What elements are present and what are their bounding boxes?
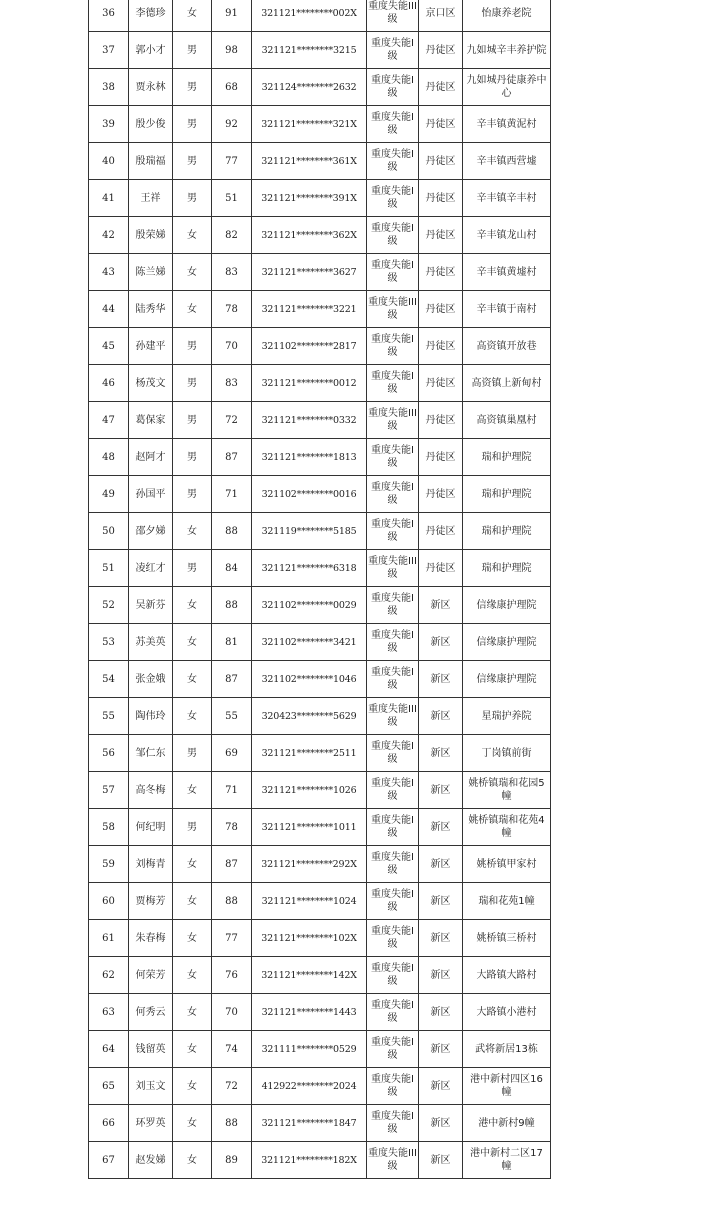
disability-level: 重度失能I级 [367, 476, 419, 513]
address: 瑞和花苑1幢 [463, 883, 551, 920]
id-number: 321121********1813 [252, 439, 367, 476]
person-name: 孙国平 [129, 476, 173, 513]
table-row [89, 661, 551, 698]
district: 新区 [419, 920, 463, 957]
age: 70 [212, 994, 252, 1031]
district: 丹徒区 [419, 69, 463, 106]
age: 78 [212, 291, 252, 328]
row-number: 39 [89, 106, 129, 143]
sex: 女 [173, 920, 212, 957]
age: 81 [212, 624, 252, 661]
disability-level: 重度失能I级 [367, 846, 419, 883]
person-name: 陶伟玲 [129, 698, 173, 735]
person-name: 吴新芬 [129, 587, 173, 624]
person-name: 钱留英 [129, 1031, 173, 1068]
row-number: 62 [89, 957, 129, 994]
age: 82 [212, 217, 252, 254]
sex: 男 [173, 809, 212, 846]
age: 72 [212, 1068, 252, 1105]
address: 港中新村二区17幢 [463, 1142, 551, 1179]
table-row [89, 254, 551, 291]
disability-level: 重度失能I级 [367, 920, 419, 957]
disability-level: 重度失能I级 [367, 365, 419, 402]
row-number: 50 [89, 513, 129, 550]
disability-level: 重度失能I级 [367, 513, 419, 550]
row-number: 52 [89, 587, 129, 624]
age: 88 [212, 883, 252, 920]
id-number: 321102********2817 [252, 328, 367, 365]
sex: 男 [173, 143, 212, 180]
age: 69 [212, 735, 252, 772]
disability-level: 重度失能I级 [367, 180, 419, 217]
sex: 男 [173, 180, 212, 217]
person-name: 贾梅芳 [129, 883, 173, 920]
sex: 女 [173, 1068, 212, 1105]
person-name: 张金娥 [129, 661, 173, 698]
address: 信缘康护理院 [463, 624, 551, 661]
id-number: 321121********3627 [252, 254, 367, 291]
id-number: 321121********321X [252, 106, 367, 143]
address: 九如城辛丰养护院 [463, 32, 551, 69]
disability-level: 重度失能I级 [367, 957, 419, 994]
district: 丹徒区 [419, 476, 463, 513]
district: 丹徒区 [419, 513, 463, 550]
table-row [89, 143, 551, 180]
row-number: 58 [89, 809, 129, 846]
age: 84 [212, 550, 252, 587]
id-number: 321121********1026 [252, 772, 367, 809]
id-number: 412922********2024 [252, 1068, 367, 1105]
person-name: 殷荣娣 [129, 217, 173, 254]
sex: 女 [173, 772, 212, 809]
sex: 女 [173, 957, 212, 994]
person-name: 环罗英 [129, 1105, 173, 1142]
row-number: 63 [89, 994, 129, 1031]
district: 丹徒区 [419, 106, 463, 143]
person-name: 高冬梅 [129, 772, 173, 809]
district: 新区 [419, 957, 463, 994]
sex: 女 [173, 624, 212, 661]
row-number: 41 [89, 180, 129, 217]
district: 京口区 [419, 0, 463, 32]
address: 九如城丹徒康养中心 [463, 69, 551, 106]
disability-level: 重度失能I级 [367, 1105, 419, 1142]
address: 高资镇上新甸村 [463, 365, 551, 402]
disability-level: 重度失能III级 [367, 1142, 419, 1179]
age: 68 [212, 69, 252, 106]
table-row [89, 402, 551, 439]
row-number: 51 [89, 550, 129, 587]
person-name: 杨茂文 [129, 365, 173, 402]
elderly-care-table [88, 0, 551, 1179]
disability-level: 重度失能I级 [367, 587, 419, 624]
sex: 女 [173, 883, 212, 920]
table-row [89, 994, 551, 1031]
person-name: 赵发娣 [129, 1142, 173, 1179]
table-row [89, 291, 551, 328]
address: 姚桥镇瑞和花园5幢 [463, 772, 551, 809]
disability-level: 重度失能I级 [367, 1068, 419, 1105]
id-number: 321102********1046 [252, 661, 367, 698]
person-name: 何秀云 [129, 994, 173, 1031]
address: 辛丰镇辛丰村 [463, 180, 551, 217]
age: 83 [212, 365, 252, 402]
person-name: 殷少俊 [129, 106, 173, 143]
district: 新区 [419, 661, 463, 698]
district: 新区 [419, 994, 463, 1031]
disability-level: 重度失能I级 [367, 217, 419, 254]
id-number: 321124********2632 [252, 69, 367, 106]
age: 87 [212, 661, 252, 698]
address: 辛丰镇黄泥村 [463, 106, 551, 143]
id-number: 321111********0529 [252, 1031, 367, 1068]
age: 98 [212, 32, 252, 69]
age: 88 [212, 1105, 252, 1142]
disability-level: 重度失能I级 [367, 254, 419, 291]
age: 89 [212, 1142, 252, 1179]
district: 丹徒区 [419, 291, 463, 328]
address: 高资镇开放巷 [463, 328, 551, 365]
district: 新区 [419, 624, 463, 661]
person-name: 赵阿才 [129, 439, 173, 476]
address: 辛丰镇于南村 [463, 291, 551, 328]
age: 71 [212, 772, 252, 809]
address: 信缘康护理院 [463, 587, 551, 624]
row-number: 53 [89, 624, 129, 661]
sex: 男 [173, 328, 212, 365]
address: 信缘康护理院 [463, 661, 551, 698]
id-number: 321121********1847 [252, 1105, 367, 1142]
address: 大路镇小港村 [463, 994, 551, 1031]
district: 新区 [419, 735, 463, 772]
table-row [89, 624, 551, 661]
table-row [89, 328, 551, 365]
district: 丹徒区 [419, 217, 463, 254]
district: 新区 [419, 1142, 463, 1179]
disability-level: 重度失能III级 [367, 402, 419, 439]
district: 新区 [419, 1031, 463, 1068]
table-row [89, 735, 551, 772]
sex: 男 [173, 439, 212, 476]
district: 新区 [419, 1105, 463, 1142]
disability-level: 重度失能I级 [367, 883, 419, 920]
person-name: 王祥 [129, 180, 173, 217]
address: 星瑞护养院 [463, 698, 551, 735]
age: 72 [212, 402, 252, 439]
address: 武将新居13栋 [463, 1031, 551, 1068]
district: 丹徒区 [419, 402, 463, 439]
district: 新区 [419, 883, 463, 920]
row-number: 47 [89, 402, 129, 439]
table-row [89, 476, 551, 513]
address: 瑞和护理院 [463, 550, 551, 587]
disability-level: 重度失能I级 [367, 69, 419, 106]
disability-level: 重度失能I级 [367, 143, 419, 180]
address: 港中新村四区16幢 [463, 1068, 551, 1105]
age: 88 [212, 587, 252, 624]
id-number: 321121********292X [252, 846, 367, 883]
table-row [89, 772, 551, 809]
age: 55 [212, 698, 252, 735]
district: 丹徒区 [419, 439, 463, 476]
table-row [89, 1031, 551, 1068]
row-number: 60 [89, 883, 129, 920]
row-number: 59 [89, 846, 129, 883]
person-name: 陈兰娣 [129, 254, 173, 291]
age: 91 [212, 0, 252, 32]
row-number: 64 [89, 1031, 129, 1068]
disability-level: 重度失能I级 [367, 32, 419, 69]
row-number: 56 [89, 735, 129, 772]
table-row [89, 439, 551, 476]
age: 51 [212, 180, 252, 217]
sex: 女 [173, 1105, 212, 1142]
disability-level: 重度失能I级 [367, 772, 419, 809]
row-number: 45 [89, 328, 129, 365]
table-row [89, 550, 551, 587]
id-number: 321121********142X [252, 957, 367, 994]
disability-level: 重度失能I级 [367, 624, 419, 661]
table-row [89, 365, 551, 402]
address: 姚桥镇甲家村 [463, 846, 551, 883]
person-name: 孙建平 [129, 328, 173, 365]
district: 新区 [419, 698, 463, 735]
id-number: 321121********0332 [252, 402, 367, 439]
age: 87 [212, 439, 252, 476]
person-name: 陆秀华 [129, 291, 173, 328]
district: 丹徒区 [419, 32, 463, 69]
disability-level: 重度失能I级 [367, 809, 419, 846]
table-row [89, 698, 551, 735]
id-number: 321102********0016 [252, 476, 367, 513]
table-row [89, 513, 551, 550]
sex: 女 [173, 1031, 212, 1068]
id-number: 321121********362X [252, 217, 367, 254]
person-name: 葛保家 [129, 402, 173, 439]
district: 丹徒区 [419, 254, 463, 291]
address: 瑞和护理院 [463, 476, 551, 513]
disability-level: 重度失能I级 [367, 439, 419, 476]
sex: 男 [173, 402, 212, 439]
table-row [89, 1068, 551, 1105]
address: 高资镇巢凰村 [463, 402, 551, 439]
row-number: 57 [89, 772, 129, 809]
sex: 男 [173, 32, 212, 69]
table-row [89, 1142, 551, 1179]
row-number: 46 [89, 365, 129, 402]
disability-level: 重度失能I级 [367, 994, 419, 1031]
person-name: 郭小才 [129, 32, 173, 69]
table-row [89, 1105, 551, 1142]
row-number: 40 [89, 143, 129, 180]
district: 新区 [419, 772, 463, 809]
row-number: 49 [89, 476, 129, 513]
sex: 男 [173, 550, 212, 587]
sex: 男 [173, 69, 212, 106]
id-number: 321121********0012 [252, 365, 367, 402]
person-name: 刘梅青 [129, 846, 173, 883]
district: 新区 [419, 809, 463, 846]
id-number: 321102********0029 [252, 587, 367, 624]
disability-level: 重度失能I级 [367, 1031, 419, 1068]
district: 新区 [419, 846, 463, 883]
disability-level: 重度失能III级 [367, 698, 419, 735]
district: 新区 [419, 1068, 463, 1105]
age: 77 [212, 920, 252, 957]
id-number: 321121********3215 [252, 32, 367, 69]
address: 大路镇大路村 [463, 957, 551, 994]
id-number: 321121********002X [252, 0, 367, 32]
age: 78 [212, 809, 252, 846]
id-number: 321121********1011 [252, 809, 367, 846]
disability-level: 重度失能III级 [367, 0, 419, 32]
sex: 女 [173, 698, 212, 735]
id-number: 321102********3421 [252, 624, 367, 661]
id-number: 321121********3221 [252, 291, 367, 328]
row-number: 65 [89, 1068, 129, 1105]
age: 77 [212, 143, 252, 180]
sex: 女 [173, 254, 212, 291]
person-name: 李德珍 [129, 0, 173, 32]
age: 71 [212, 476, 252, 513]
row-number: 54 [89, 661, 129, 698]
table-body [89, 0, 551, 1179]
district: 丹徒区 [419, 550, 463, 587]
address: 怡康养老院 [463, 0, 551, 32]
age: 88 [212, 513, 252, 550]
table-row [89, 106, 551, 143]
id-number: 320423********5629 [252, 698, 367, 735]
row-number: 36 [89, 0, 129, 32]
table-row [89, 217, 551, 254]
id-number: 321121********182X [252, 1142, 367, 1179]
address: 辛丰镇西营墟 [463, 143, 551, 180]
row-number: 37 [89, 32, 129, 69]
district: 丹徒区 [419, 328, 463, 365]
address: 辛丰镇黄墟村 [463, 254, 551, 291]
address: 姚桥镇瑞和花苑4幢 [463, 809, 551, 846]
id-number: 321121********1024 [252, 883, 367, 920]
id-number: 321121********391X [252, 180, 367, 217]
disability-level: 重度失能I级 [367, 661, 419, 698]
row-number: 61 [89, 920, 129, 957]
disability-level: 重度失能I级 [367, 106, 419, 143]
sex: 女 [173, 217, 212, 254]
person-name: 凌红才 [129, 550, 173, 587]
row-number: 44 [89, 291, 129, 328]
person-name: 朱春梅 [129, 920, 173, 957]
sex: 女 [173, 1142, 212, 1179]
table-row [89, 587, 551, 624]
age: 76 [212, 957, 252, 994]
sex: 女 [173, 661, 212, 698]
address: 丁岗镇前街 [463, 735, 551, 772]
row-number: 48 [89, 439, 129, 476]
sex: 女 [173, 846, 212, 883]
table-row [89, 846, 551, 883]
sex: 女 [173, 587, 212, 624]
id-number: 321121********1443 [252, 994, 367, 1031]
table-row [89, 920, 551, 957]
sex: 男 [173, 106, 212, 143]
table-row [89, 69, 551, 106]
table-row [89, 883, 551, 920]
disability-level: 重度失能III级 [367, 550, 419, 587]
table-row [89, 957, 551, 994]
id-number: 321121********2511 [252, 735, 367, 772]
district: 丹徒区 [419, 143, 463, 180]
age: 70 [212, 328, 252, 365]
person-name: 苏美英 [129, 624, 173, 661]
sex: 男 [173, 365, 212, 402]
disability-level: 重度失能I级 [367, 328, 419, 365]
district: 丹徒区 [419, 365, 463, 402]
person-name: 邵夕娣 [129, 513, 173, 550]
address: 姚桥镇三桥村 [463, 920, 551, 957]
person-name: 殷瑞福 [129, 143, 173, 180]
address: 辛丰镇龙山村 [463, 217, 551, 254]
row-number: 43 [89, 254, 129, 291]
table-row [89, 32, 551, 69]
address: 瑞和护理院 [463, 513, 551, 550]
age: 87 [212, 846, 252, 883]
person-name: 刘玉文 [129, 1068, 173, 1105]
age: 74 [212, 1031, 252, 1068]
sex: 女 [173, 513, 212, 550]
row-number: 42 [89, 217, 129, 254]
sex: 男 [173, 476, 212, 513]
sex: 女 [173, 994, 212, 1031]
sex: 女 [173, 291, 212, 328]
row-number: 38 [89, 69, 129, 106]
sex: 女 [173, 0, 212, 32]
id-number: 321119********5185 [252, 513, 367, 550]
id-number: 321121********102X [252, 920, 367, 957]
row-number: 66 [89, 1105, 129, 1142]
table-row [89, 809, 551, 846]
disability-level: 重度失能III级 [367, 291, 419, 328]
id-number: 321121********361X [252, 143, 367, 180]
table-row [89, 180, 551, 217]
disability-level: 重度失能I级 [367, 735, 419, 772]
age: 92 [212, 106, 252, 143]
id-number: 321121********6318 [252, 550, 367, 587]
person-name: 邹仁东 [129, 735, 173, 772]
sex: 男 [173, 735, 212, 772]
row-number: 55 [89, 698, 129, 735]
district: 丹徒区 [419, 180, 463, 217]
row-number: 67 [89, 1142, 129, 1179]
person-name: 何纪明 [129, 809, 173, 846]
address: 瑞和护理院 [463, 439, 551, 476]
person-name: 何荣芳 [129, 957, 173, 994]
address: 港中新村9幢 [463, 1105, 551, 1142]
person-name: 贾永林 [129, 69, 173, 106]
table-row [89, 0, 551, 32]
age: 83 [212, 254, 252, 291]
district: 新区 [419, 587, 463, 624]
